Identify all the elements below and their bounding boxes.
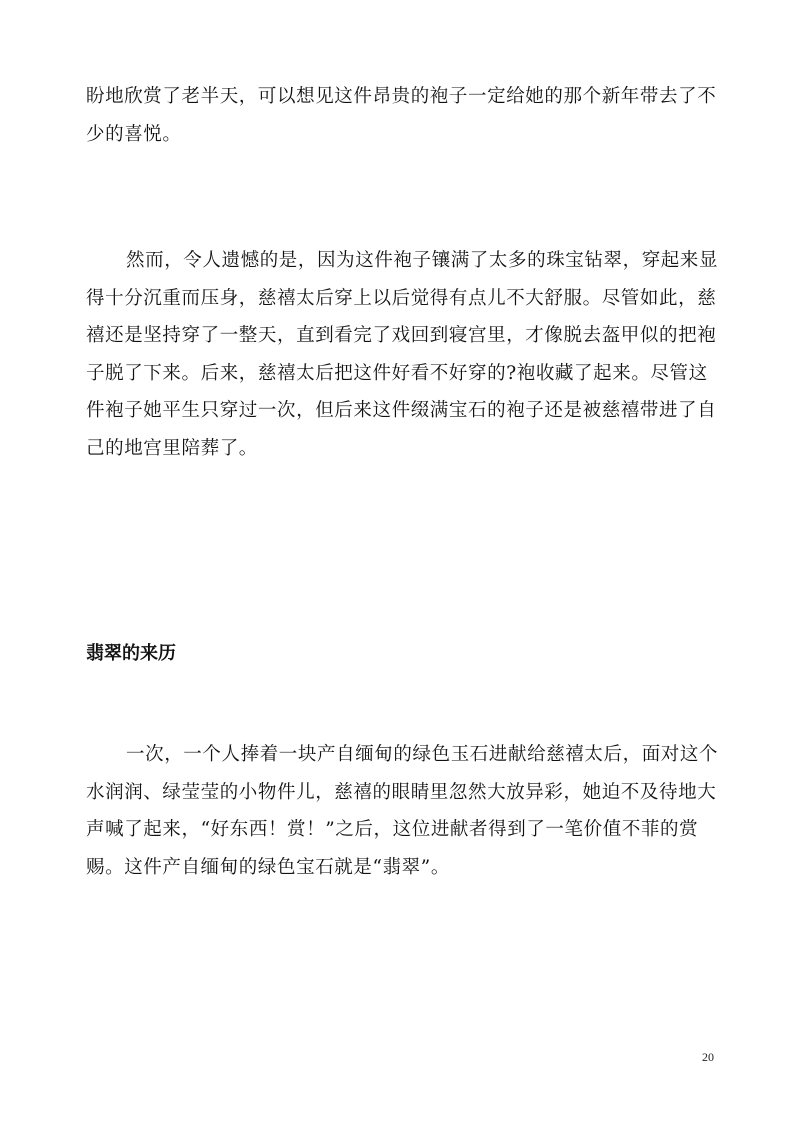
paragraph-jade-origin: 一次，一个人捧着一块产自缅甸的绿色玉石进献给慈禧太后，面对这个水润润、绿莹莹的小物件儿，慈禧的眼睛里忽然大放异彩，她迫不及待地大声喊了起来，“好东西！赏！”之后，这位进献者得到了一笔价值不菲的赏赐。这件产自缅甸的绿色宝石就是“翡翠”。 <box>86 744 719 878</box>
paragraph-continued: 盼地欣赏了老半天，可以想见这件昂贵的袍子一定给她的那个新年带去了不少的喜悦。 <box>86 86 717 145</box>
section-heading: 翡翠的来历 <box>86 643 176 664</box>
paragraph-robe: 然而，令人遗憾的是，因为这件袍子镶满了太多的珠宝钻翠，穿起来显得十分沉重而压身，慈禧太后穿上以后觉得有点儿不大舒服。尽管如此，慈禧还是坚持穿了一整天，直到看完了戏回到寝宫里，才像脱去盔甲似的把袍子脱了下来。后来，慈禧太后把这件好看不好穿的?袍收藏了起来。尽管这件袍子她平生只穿过一次，但后来这件缀满宝石的袍子还是被慈禧带进了自己的地宫里陪葬了。 <box>86 250 719 459</box>
page-number: 20 <box>702 1050 714 1064</box>
